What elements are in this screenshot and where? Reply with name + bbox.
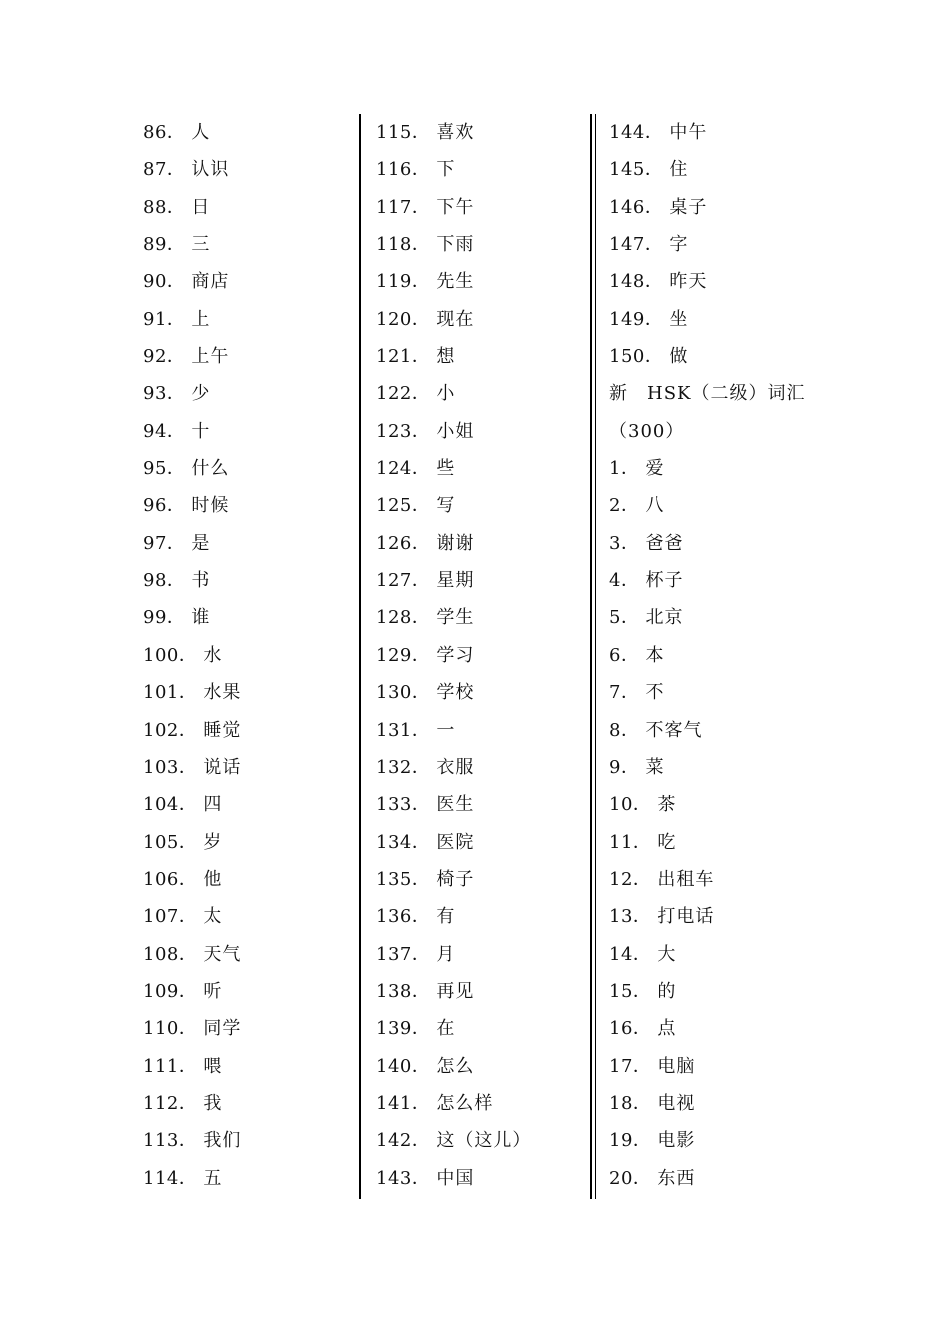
- entry-word: 什么: [191, 458, 230, 480]
- entry-number: 149．: [609, 308, 664, 330]
- entry-number: 130．: [376, 682, 431, 704]
- vocab-entry: [143, 1010, 353, 1047]
- vocab-entry: [143, 301, 353, 338]
- entry-number: 86．: [143, 122, 186, 143]
- entry-word: 我: [203, 1092, 223, 1114]
- entry-word: 中午: [669, 122, 708, 143]
- entry-word: 谢谢: [436, 532, 475, 554]
- entry-word: 在: [436, 1018, 456, 1040]
- entry-word: 学生: [436, 607, 475, 629]
- vocab-column-3: [609, 114, 829, 1197]
- vocab-entry: [143, 1160, 353, 1197]
- entry-word: 茶: [657, 794, 677, 816]
- vocab-entry: [376, 637, 586, 674]
- entry-word: 想: [436, 346, 456, 368]
- entry-number: 10．: [609, 794, 652, 816]
- column-divider-2: [590, 114, 596, 1199]
- vocab-entry: [143, 450, 353, 487]
- entry-number: 17．: [609, 1055, 652, 1077]
- entry-number: 14．: [609, 943, 652, 965]
- entry-number: 100．: [143, 644, 198, 666]
- entry-number: 143．: [376, 1167, 431, 1189]
- vocab-entry: [609, 936, 829, 973]
- vocab-entry: [376, 562, 586, 599]
- vocab-entry: [143, 1048, 353, 1085]
- entry-word: 爱: [645, 458, 665, 480]
- vocab-entry: [609, 189, 829, 226]
- entry-word: 些: [436, 458, 456, 480]
- vocab-list-hsk2-start: [609, 450, 829, 1197]
- entry-word: 中国: [436, 1167, 475, 1189]
- vocab-entry: [143, 525, 353, 562]
- entry-number: 11．: [609, 831, 652, 853]
- entry-word: 谁: [191, 607, 211, 629]
- vocab-entry: [609, 674, 829, 711]
- vocab-entry: [143, 263, 353, 300]
- entry-number: 144．: [609, 122, 664, 143]
- vocab-entry: [609, 973, 829, 1010]
- entry-number: 7．: [609, 682, 640, 704]
- entry-word: 上: [191, 308, 211, 330]
- entry-word: 出租车: [657, 868, 715, 890]
- entry-word: 少: [191, 383, 211, 405]
- entry-number: 148．: [609, 271, 664, 293]
- vocab-entry: [609, 1085, 829, 1122]
- entry-number: 127．: [376, 570, 431, 592]
- vocab-entry: [143, 861, 353, 898]
- entry-number: 88．: [143, 196, 186, 218]
- vocab-entry: [143, 824, 353, 861]
- entry-word: 听: [203, 980, 223, 1002]
- vocab-entry: [376, 898, 586, 935]
- vocab-entry: [609, 114, 829, 151]
- entry-word: 五: [203, 1167, 223, 1189]
- entry-word: 点: [657, 1018, 677, 1040]
- entry-number: 18．: [609, 1092, 652, 1114]
- entry-number: 12．: [609, 868, 652, 890]
- entry-word: 怎么: [436, 1055, 475, 1077]
- entry-number: 89．: [143, 234, 186, 256]
- entry-number: 132．: [376, 756, 431, 778]
- vocab-entry: [376, 1010, 586, 1047]
- entry-word: 我们: [203, 1130, 242, 1152]
- entry-word: 睡觉: [203, 719, 242, 741]
- entry-word: 月: [436, 943, 456, 965]
- vocab-entry: [143, 637, 353, 674]
- vocab-entry: [143, 151, 353, 188]
- vocab-entry: [376, 973, 586, 1010]
- entry-number: 122．: [376, 383, 431, 405]
- entry-word: 电视: [657, 1092, 696, 1114]
- entry-number: 102．: [143, 719, 198, 741]
- entry-word: 说话: [203, 756, 242, 778]
- vocab-entry: [376, 450, 586, 487]
- entry-word: 同学: [203, 1018, 242, 1040]
- entry-word: 下: [436, 159, 456, 181]
- entry-word: 电影: [657, 1130, 696, 1152]
- entry-word: 现在: [436, 308, 475, 330]
- vocab-entry: [143, 973, 353, 1010]
- entry-number: 137．: [376, 943, 431, 965]
- entry-word: 上午: [191, 346, 230, 368]
- entry-number: 9．: [609, 756, 640, 778]
- entry-word: 太: [203, 906, 223, 928]
- vocab-entry: [143, 413, 353, 450]
- vocab-column-1: [143, 114, 353, 1197]
- entry-word: 学习: [436, 644, 475, 666]
- vocab-entry: [376, 487, 586, 524]
- vocab-entry: [609, 1160, 829, 1197]
- entry-number: 129．: [376, 644, 431, 666]
- entry-word: 不: [645, 682, 665, 704]
- entry-word: 医生: [436, 794, 475, 816]
- vocab-entry: [376, 1085, 586, 1122]
- vocab-entry: [609, 637, 829, 674]
- entry-word: 先生: [436, 271, 475, 293]
- entry-word: 四: [203, 794, 223, 816]
- entry-word: 八: [645, 495, 665, 517]
- entry-number: 142．: [376, 1130, 431, 1152]
- entry-word: 做: [669, 346, 689, 368]
- entry-word: 衣服: [436, 756, 475, 778]
- entry-number: 140．: [376, 1055, 431, 1077]
- entry-word: 电脑: [657, 1055, 696, 1077]
- entry-number: 3．: [609, 532, 640, 554]
- entry-word: 坐: [669, 308, 689, 330]
- vocab-entry: [376, 1160, 586, 1197]
- entry-number: 16．: [609, 1018, 652, 1040]
- entry-word: 大: [657, 943, 677, 965]
- vocab-entry: [376, 413, 586, 450]
- vocab-entry: [376, 1048, 586, 1085]
- entry-word: 再见: [436, 980, 475, 1002]
- vocab-entry: [143, 674, 353, 711]
- entry-word: 本: [645, 644, 665, 666]
- vocab-entry: [143, 375, 353, 412]
- vocab-entry: [609, 1048, 829, 1085]
- entry-number: 138．: [376, 980, 431, 1002]
- vocab-entry: [376, 824, 586, 861]
- entry-word: 爸爸: [645, 532, 684, 554]
- entry-word: 桌子: [669, 196, 708, 218]
- vocab-entry: [376, 301, 586, 338]
- entry-number: 97．: [143, 532, 186, 554]
- entry-number: 114．: [143, 1167, 198, 1189]
- entry-word: 下雨: [436, 234, 475, 256]
- vocab-entry: [376, 599, 586, 636]
- entry-number: 150．: [609, 346, 664, 368]
- entry-number: 110．: [143, 1018, 198, 1040]
- vocab-entry: [609, 861, 829, 898]
- entry-word: 水: [203, 644, 223, 666]
- vocab-entry: [609, 898, 829, 935]
- entry-number: 108．: [143, 943, 198, 965]
- entry-number: 13．: [609, 906, 652, 928]
- entry-number: 121．: [376, 346, 431, 368]
- vocab-entry: [143, 936, 353, 973]
- entry-word: 书: [191, 570, 211, 592]
- entry-word: 天气: [203, 943, 242, 965]
- vocab-entry: [143, 1122, 353, 1159]
- vocab-entry: [609, 301, 829, 338]
- entry-number: 20．: [609, 1167, 652, 1189]
- vocab-entry: [376, 375, 586, 412]
- entry-word: 喂: [203, 1055, 223, 1077]
- entry-number: 96．: [143, 495, 186, 517]
- entry-number: 141．: [376, 1092, 431, 1114]
- entry-number: 109．: [143, 980, 198, 1002]
- entry-number: 107．: [143, 906, 198, 928]
- entry-word: 十: [191, 420, 211, 442]
- entry-word: 东西: [657, 1167, 696, 1189]
- column-divider-1: [359, 114, 361, 1199]
- entry-number: 133．: [376, 794, 431, 816]
- entry-number: 116．: [376, 159, 431, 181]
- entry-number: 103．: [143, 756, 198, 778]
- entry-word: 这（这儿）: [436, 1130, 532, 1152]
- vocab-entry: [143, 114, 353, 151]
- entry-number: 4．: [609, 570, 640, 592]
- vocab-entry: [143, 898, 353, 935]
- vocab-entry: [143, 599, 353, 636]
- vocab-entry: [376, 114, 586, 151]
- vocab-entry: [609, 525, 829, 562]
- entry-word: 学校: [436, 682, 475, 704]
- entry-word: 是: [191, 532, 211, 554]
- vocab-entry: [143, 338, 353, 375]
- entry-number: 134．: [376, 831, 431, 853]
- entry-number: 139．: [376, 1018, 431, 1040]
- entry-word: 怎么样: [436, 1092, 494, 1114]
- entry-word: 小姐: [436, 420, 475, 442]
- entry-word: 打电话: [657, 906, 715, 928]
- vocab-entry: [143, 786, 353, 823]
- vocab-entry: [376, 226, 586, 263]
- vocab-entry: [609, 599, 829, 636]
- entry-number: 15．: [609, 980, 652, 1002]
- entry-word: 日: [191, 196, 211, 218]
- entry-word: 认识: [191, 159, 230, 181]
- vocab-entry: [609, 562, 829, 599]
- entry-word: 一: [436, 719, 456, 741]
- entry-word: 时候: [191, 495, 230, 517]
- entry-word: 小: [436, 383, 456, 405]
- entry-number: 98．: [143, 570, 186, 592]
- entry-number: 111．: [143, 1055, 198, 1077]
- vocab-entry: [143, 226, 353, 263]
- entry-word: 有: [436, 906, 456, 928]
- entry-word: 字: [669, 234, 689, 256]
- vocab-entry: [609, 338, 829, 375]
- entry-number: 5．: [609, 607, 640, 629]
- vocab-entry: [609, 151, 829, 188]
- vocab-entry: [143, 487, 353, 524]
- entry-word: 吃: [657, 831, 677, 853]
- entry-number: 126．: [376, 532, 431, 554]
- entry-word: 椅子: [436, 868, 475, 890]
- vocab-entry: [143, 562, 353, 599]
- vocab-entry: [609, 1122, 829, 1159]
- entry-word: 不客气: [645, 719, 703, 741]
- entry-number: 146．: [609, 196, 664, 218]
- vocab-entry: [609, 1010, 829, 1047]
- entry-number: 120．: [376, 308, 431, 330]
- entry-word: 的: [657, 980, 677, 1002]
- vocab-entry: [376, 189, 586, 226]
- entry-number: 131．: [376, 719, 431, 741]
- entry-word: 岁: [203, 831, 223, 853]
- vocab-entry: [609, 786, 829, 823]
- section-heading-count: （300）: [609, 420, 685, 442]
- entry-word: 他: [203, 868, 223, 890]
- entry-number: 19．: [609, 1130, 652, 1152]
- entry-word: 三: [191, 234, 211, 256]
- vocab-entry: [609, 263, 829, 300]
- entry-number: 2．: [609, 495, 640, 517]
- vocab-entry: [376, 786, 586, 823]
- entry-number: 101．: [143, 682, 198, 704]
- vocab-entry: [376, 1122, 586, 1159]
- section-heading: 新 HSK（二级）词汇: [609, 383, 806, 405]
- entry-number: 1．: [609, 458, 640, 480]
- entry-word: 医院: [436, 831, 475, 853]
- vocab-entry: [376, 749, 586, 786]
- entry-word: 水果: [203, 682, 242, 704]
- vocab-entry: [609, 450, 829, 487]
- entry-word: 写: [436, 495, 456, 517]
- entry-number: 119．: [376, 271, 431, 293]
- entry-number: 118．: [376, 234, 431, 256]
- vocab-entry: [609, 824, 829, 861]
- vocab-entry: [376, 525, 586, 562]
- entry-number: 104．: [143, 794, 198, 816]
- entry-number: 8．: [609, 719, 640, 741]
- vocab-entry: [376, 151, 586, 188]
- vocab-entry: [143, 1085, 353, 1122]
- entry-number: 91．: [143, 308, 186, 330]
- entry-number: 90．: [143, 271, 186, 293]
- vocab-entry: [609, 226, 829, 263]
- vocab-entry: [376, 936, 586, 973]
- entry-number: 124．: [376, 458, 431, 480]
- vocab-entry: [143, 189, 353, 226]
- vocab-entry: [376, 712, 586, 749]
- entry-number: 135．: [376, 868, 431, 890]
- entry-number: 94．: [143, 420, 186, 442]
- entry-word: 昨天: [669, 271, 708, 293]
- entry-number: 115．: [376, 122, 431, 143]
- entry-number: 117．: [376, 196, 431, 218]
- vocab-entry: [609, 712, 829, 749]
- entry-number: 147．: [609, 234, 664, 256]
- entry-number: 113．: [143, 1130, 198, 1152]
- entry-number: 93．: [143, 383, 186, 405]
- entry-number: 106．: [143, 868, 198, 890]
- vocab-entry: [376, 861, 586, 898]
- entry-word: 人: [191, 122, 211, 143]
- vocab-entry: [609, 487, 829, 524]
- entry-word: 商店: [191, 271, 230, 293]
- entry-number: 125．: [376, 495, 431, 517]
- entry-word: 住: [669, 159, 689, 181]
- entry-number: 145．: [609, 159, 664, 181]
- entry-number: 92．: [143, 346, 186, 368]
- vocab-entry: [376, 263, 586, 300]
- entry-number: 99．: [143, 607, 186, 629]
- entry-word: 喜欢: [436, 122, 475, 143]
- vocab-entry: [143, 749, 353, 786]
- vocab-entry: [376, 338, 586, 375]
- entry-number: 128．: [376, 607, 431, 629]
- entry-number: 112．: [143, 1092, 198, 1114]
- vocab-entry: [376, 674, 586, 711]
- entry-word: 星期: [436, 570, 475, 592]
- entry-number: 105．: [143, 831, 198, 853]
- entry-word: 菜: [645, 756, 665, 778]
- vocab-entry: [609, 749, 829, 786]
- vocab-column-2: [376, 114, 586, 1197]
- entry-number: 123．: [376, 420, 431, 442]
- entry-number: 6．: [609, 644, 640, 666]
- vocab-entry: [143, 712, 353, 749]
- entry-word: 北京: [645, 607, 684, 629]
- entry-word: 杯子: [645, 570, 684, 592]
- entry-number: 87．: [143, 159, 186, 181]
- vocab-list-hsk1-end: [609, 114, 829, 375]
- entry-number: 136．: [376, 906, 431, 928]
- entry-number: 95．: [143, 458, 186, 480]
- entry-word: 下午: [436, 196, 475, 218]
